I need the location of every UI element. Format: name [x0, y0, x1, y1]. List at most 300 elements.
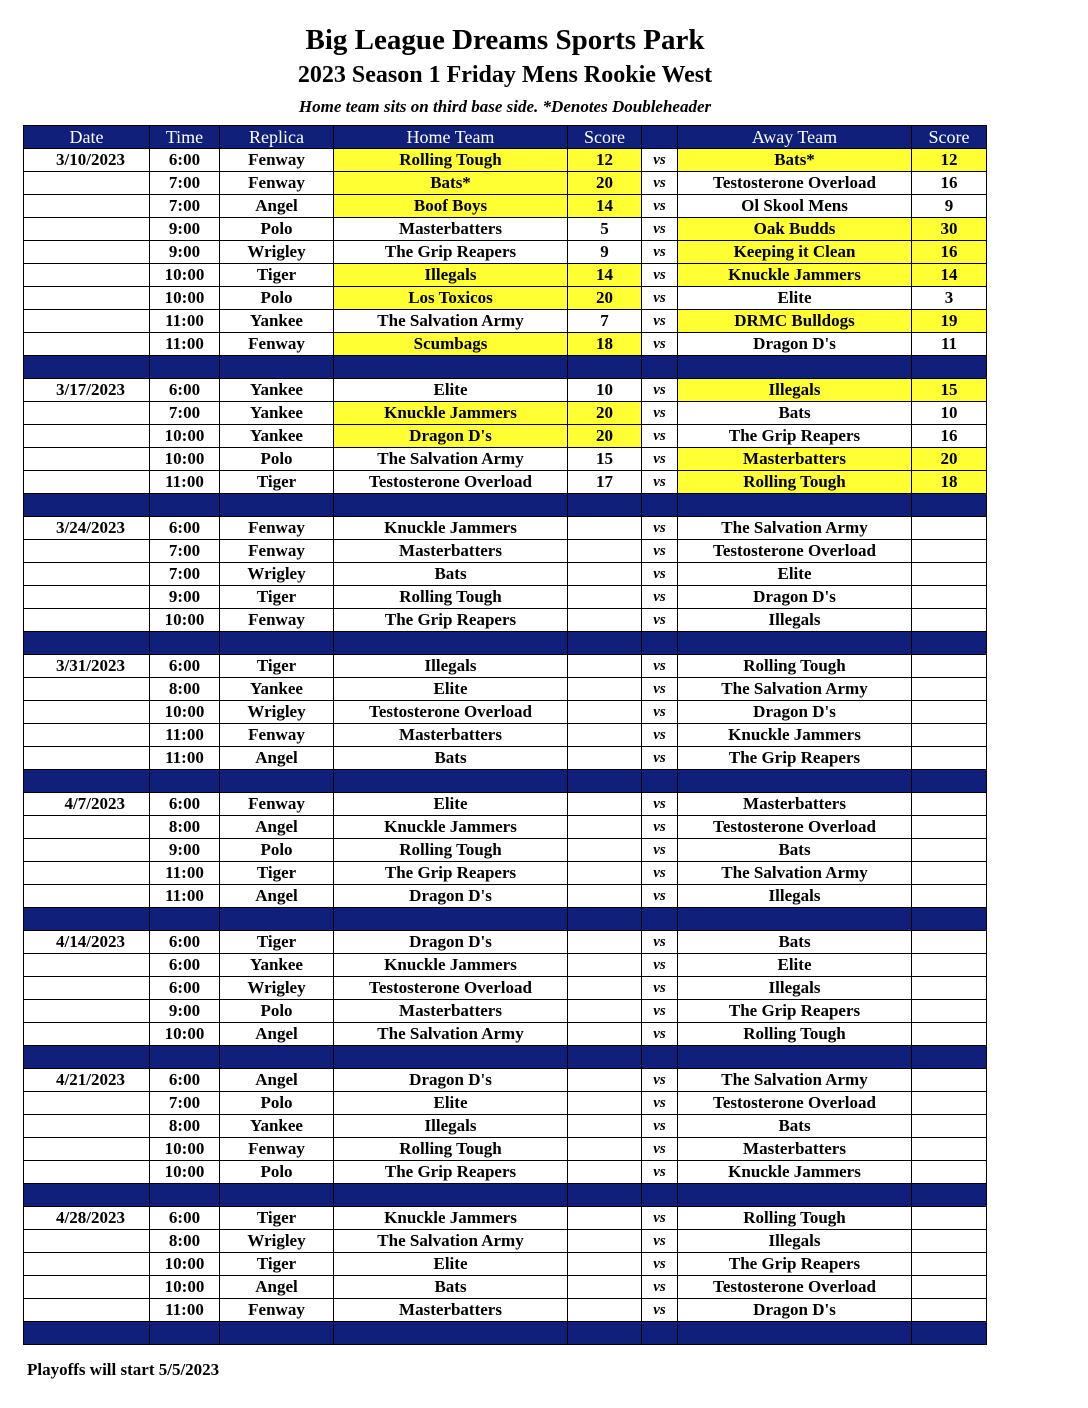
table-row [24, 448, 987, 471]
separator-cell [642, 908, 678, 931]
home-team-cell: Dragon D's [334, 425, 568, 448]
away-score-cell [912, 931, 987, 954]
replica-cell: Fenway [220, 793, 334, 816]
table-row [24, 609, 987, 632]
home-score-cell [568, 816, 642, 839]
separator-cell [220, 770, 334, 793]
table-row [24, 218, 987, 241]
replica-cell: Fenway [220, 517, 334, 540]
separator-cell [642, 494, 678, 517]
replica-cell: Angel [220, 1276, 334, 1299]
home-team-cell: Elite [334, 678, 568, 701]
home-team-cell: The Grip Reapers [334, 1161, 568, 1184]
date-cell [24, 471, 150, 494]
table-row [24, 977, 987, 1000]
replica-cell: Polo [220, 839, 334, 862]
separator-cell [568, 1184, 642, 1207]
vs-cell: vs [642, 241, 678, 264]
page-note: Home team sits on third base side. *Denotes Doubleheader [298, 97, 712, 116]
col-header-home-team: Home Team [334, 126, 568, 149]
away-score-cell: 19 [912, 310, 987, 333]
home-team-cell: Knuckle Jammers [334, 1207, 568, 1230]
separator-cell [678, 908, 912, 931]
away-score-cell: 16 [912, 241, 987, 264]
away-score-cell: 30 [912, 218, 987, 241]
vs-cell: vs [642, 333, 678, 356]
separator-cell [150, 494, 220, 517]
home-score-cell [568, 1092, 642, 1115]
table-row [24, 1092, 987, 1115]
away-score-cell: 16 [912, 425, 987, 448]
home-score-cell [568, 1161, 642, 1184]
date-cell [24, 678, 150, 701]
separator-cell [150, 632, 220, 655]
schedule-body [24, 149, 987, 1345]
away-score-cell [912, 1253, 987, 1276]
separator-cell [912, 1322, 987, 1345]
away-team-cell: The Salvation Army [678, 862, 912, 885]
time-cell: 8:00 [150, 1230, 220, 1253]
vs-cell: vs [642, 1276, 678, 1299]
date-cell [24, 1299, 150, 1322]
replica-cell: Wrigley [220, 1230, 334, 1253]
date-cell [24, 1115, 150, 1138]
table-row [24, 402, 987, 425]
col-header-away-team: Away Team [678, 126, 912, 149]
away-team-cell: Masterbatters [678, 448, 912, 471]
table-row [24, 839, 987, 862]
separator-cell [24, 1184, 150, 1207]
time-cell: 7:00 [150, 402, 220, 425]
home-score-cell [568, 1069, 642, 1092]
away-score-cell: 15 [912, 379, 987, 402]
separator-cell [220, 632, 334, 655]
separator-cell [150, 1046, 220, 1069]
table-row [24, 954, 987, 977]
away-team-cell: Elite [678, 287, 912, 310]
time-cell: 6:00 [150, 517, 220, 540]
date-cell [24, 609, 150, 632]
week-separator-row [24, 1184, 987, 1207]
time-cell: 10:00 [150, 425, 220, 448]
separator-cell [150, 1322, 220, 1345]
date-cell [24, 701, 150, 724]
separator-cell [642, 770, 678, 793]
home-score-cell [568, 678, 642, 701]
time-cell: 9:00 [150, 586, 220, 609]
away-score-cell [912, 839, 987, 862]
away-team-cell: Dragon D's [678, 701, 912, 724]
time-cell: 11:00 [150, 1299, 220, 1322]
home-team-cell: Masterbatters [334, 218, 568, 241]
away-team-cell: The Salvation Army [678, 678, 912, 701]
away-score-cell [912, 1023, 987, 1046]
date-cell [24, 1161, 150, 1184]
vs-cell: vs [642, 954, 678, 977]
replica-cell: Fenway [220, 172, 334, 195]
away-score-cell [912, 1115, 987, 1138]
home-score-cell: 20 [568, 172, 642, 195]
date-cell: 4/14/2023 [24, 931, 150, 954]
vs-cell: vs [642, 310, 678, 333]
home-score-cell [568, 609, 642, 632]
separator-cell [220, 1046, 334, 1069]
home-score-cell: 10 [568, 379, 642, 402]
date-cell [24, 1230, 150, 1253]
vs-cell: vs [642, 402, 678, 425]
col-header-replica: Replica [220, 126, 334, 149]
vs-cell: vs [642, 977, 678, 1000]
replica-cell: Polo [220, 218, 334, 241]
away-team-cell: Dragon D's [678, 1299, 912, 1322]
home-score-cell [568, 862, 642, 885]
away-score-cell: 12 [912, 149, 987, 172]
vs-cell: vs [642, 1138, 678, 1161]
away-score-cell [912, 954, 987, 977]
time-cell: 7:00 [150, 195, 220, 218]
home-team-cell: Dragon D's [334, 885, 568, 908]
time-cell: 11:00 [150, 333, 220, 356]
vs-cell: vs [642, 1230, 678, 1253]
home-team-cell: Bats [334, 563, 568, 586]
time-cell: 8:00 [150, 816, 220, 839]
away-team-cell: The Salvation Army [678, 1069, 912, 1092]
home-score-cell: 9 [568, 241, 642, 264]
home-team-cell: Bats [334, 747, 568, 770]
away-team-cell: Bats [678, 839, 912, 862]
table-row [24, 425, 987, 448]
home-team-cell: The Salvation Army [334, 448, 568, 471]
date-cell [24, 1253, 150, 1276]
home-score-cell: 18 [568, 333, 642, 356]
away-score-cell: 20 [912, 448, 987, 471]
table-row [24, 310, 987, 333]
away-score-cell [912, 1000, 987, 1023]
table-row [24, 1115, 987, 1138]
time-cell: 10:00 [150, 264, 220, 287]
time-cell: 9:00 [150, 839, 220, 862]
vs-cell: vs [642, 517, 678, 540]
separator-cell [150, 1184, 220, 1207]
home-score-cell: 20 [568, 402, 642, 425]
away-score-cell [912, 816, 987, 839]
table-row [24, 1000, 987, 1023]
replica-cell: Angel [220, 195, 334, 218]
separator-cell [912, 494, 987, 517]
away-team-cell: Illegals [678, 609, 912, 632]
home-team-cell: The Grip Reapers [334, 862, 568, 885]
date-cell: 4/7/2023 [24, 793, 150, 816]
away-team-cell: Illegals [678, 379, 912, 402]
table-row [24, 747, 987, 770]
replica-cell: Yankee [220, 425, 334, 448]
vs-cell: vs [642, 195, 678, 218]
replica-cell: Yankee [220, 678, 334, 701]
home-score-cell: 17 [568, 471, 642, 494]
replica-cell: Tiger [220, 655, 334, 678]
vs-cell: vs [642, 379, 678, 402]
home-team-cell: Dragon D's [334, 931, 568, 954]
table-row [24, 563, 987, 586]
away-score-cell: 14 [912, 264, 987, 287]
vs-cell: vs [642, 425, 678, 448]
home-score-cell [568, 977, 642, 1000]
away-team-cell: Dragon D's [678, 586, 912, 609]
replica-cell: Wrigley [220, 977, 334, 1000]
home-score-cell [568, 839, 642, 862]
date-cell [24, 1092, 150, 1115]
date-cell [24, 1138, 150, 1161]
home-score-cell: 12 [568, 149, 642, 172]
table-row [24, 1069, 987, 1092]
away-score-cell [912, 1161, 987, 1184]
time-cell: 10:00 [150, 1276, 220, 1299]
home-team-cell: Masterbatters [334, 1299, 568, 1322]
away-score-cell [912, 655, 987, 678]
away-score-cell [912, 1299, 987, 1322]
home-team-cell: Knuckle Jammers [334, 402, 568, 425]
separator-cell [334, 356, 568, 379]
date-cell: 3/31/2023 [24, 655, 150, 678]
replica-cell: Angel [220, 747, 334, 770]
replica-cell: Wrigley [220, 241, 334, 264]
vs-cell: vs [642, 816, 678, 839]
home-team-cell: Knuckle Jammers [334, 816, 568, 839]
date-cell [24, 218, 150, 241]
away-team-cell: Rolling Tough [678, 471, 912, 494]
vs-cell: vs [642, 839, 678, 862]
separator-cell [642, 356, 678, 379]
separator-cell [678, 1046, 912, 1069]
home-score-cell: 14 [568, 264, 642, 287]
date-cell [24, 1276, 150, 1299]
home-score-cell [568, 1138, 642, 1161]
page-title: Big League Dreams Sports Park [305, 24, 705, 56]
away-team-cell: The Grip Reapers [678, 1253, 912, 1276]
away-score-cell [912, 1138, 987, 1161]
table-row [24, 517, 987, 540]
table-row [24, 885, 987, 908]
separator-cell [568, 770, 642, 793]
separator-cell [24, 1322, 150, 1345]
date-cell [24, 540, 150, 563]
replica-cell: Tiger [220, 1253, 334, 1276]
replica-cell: Wrigley [220, 701, 334, 724]
home-score-cell [568, 1000, 642, 1023]
vs-cell: vs [642, 264, 678, 287]
time-cell: 9:00 [150, 218, 220, 241]
table-row [24, 655, 987, 678]
playoffs-note: Playoffs will start 5/5/2023 [27, 1360, 220, 1379]
home-team-cell: Masterbatters [334, 540, 568, 563]
away-score-cell [912, 517, 987, 540]
home-team-cell: Masterbatters [334, 1000, 568, 1023]
date-cell [24, 839, 150, 862]
away-score-cell [912, 977, 987, 1000]
separator-cell [24, 908, 150, 931]
separator-cell [912, 908, 987, 931]
time-cell: 10:00 [150, 701, 220, 724]
replica-cell: Yankee [220, 954, 334, 977]
table-row [24, 333, 987, 356]
date-cell [24, 333, 150, 356]
table-row [24, 264, 987, 287]
home-score-cell: 14 [568, 195, 642, 218]
separator-cell [568, 908, 642, 931]
time-cell: 11:00 [150, 724, 220, 747]
away-team-cell: Knuckle Jammers [678, 1161, 912, 1184]
separator-cell [24, 632, 150, 655]
vs-cell: vs [642, 563, 678, 586]
away-score-cell: 18 [912, 471, 987, 494]
away-score-cell [912, 609, 987, 632]
home-team-cell: Testosterone Overload [334, 701, 568, 724]
time-cell: 11:00 [150, 747, 220, 770]
away-team-cell: Oak Budds [678, 218, 912, 241]
time-cell: 6:00 [150, 954, 220, 977]
away-team-cell: Testosterone Overload [678, 816, 912, 839]
separator-cell [150, 770, 220, 793]
time-cell: 7:00 [150, 1092, 220, 1115]
date-cell [24, 747, 150, 770]
time-cell: 11:00 [150, 885, 220, 908]
away-team-cell: The Salvation Army [678, 517, 912, 540]
vs-cell: vs [642, 747, 678, 770]
date-cell [24, 563, 150, 586]
home-team-cell: Boof Boys [334, 195, 568, 218]
date-cell [24, 885, 150, 908]
home-team-cell: Rolling Tough [334, 839, 568, 862]
table-row [24, 1230, 987, 1253]
away-score-cell [912, 793, 987, 816]
vs-cell: vs [642, 1115, 678, 1138]
home-team-cell: The Salvation Army [334, 1023, 568, 1046]
col-header-time: Time [150, 126, 220, 149]
home-team-cell: Testosterone Overload [334, 977, 568, 1000]
away-team-cell: Testosterone Overload [678, 540, 912, 563]
vs-cell: vs [642, 218, 678, 241]
separator-cell [24, 770, 150, 793]
vs-cell: vs [642, 931, 678, 954]
table-row [24, 862, 987, 885]
away-team-cell: Illegals [678, 977, 912, 1000]
date-cell [24, 425, 150, 448]
home-team-cell: Knuckle Jammers [334, 517, 568, 540]
date-cell [24, 195, 150, 218]
vs-cell: vs [642, 678, 678, 701]
away-team-cell: Rolling Tough [678, 1207, 912, 1230]
home-team-cell: Knuckle Jammers [334, 954, 568, 977]
away-team-cell: Ol Skool Mens [678, 195, 912, 218]
replica-cell: Yankee [220, 1115, 334, 1138]
separator-cell [334, 1184, 568, 1207]
replica-cell: Polo [220, 1092, 334, 1115]
vs-cell: vs [642, 793, 678, 816]
home-score-cell [568, 1253, 642, 1276]
time-cell: 9:00 [150, 241, 220, 264]
table-row [24, 540, 987, 563]
replica-cell: Polo [220, 287, 334, 310]
replica-cell: Yankee [220, 379, 334, 402]
date-cell: 4/21/2023 [24, 1069, 150, 1092]
vs-cell: vs [642, 1000, 678, 1023]
home-score-cell [568, 1023, 642, 1046]
table-row [24, 1276, 987, 1299]
table-row [24, 1299, 987, 1322]
time-cell: 10:00 [150, 1161, 220, 1184]
table-row [24, 701, 987, 724]
time-cell: 9:00 [150, 1000, 220, 1023]
home-score-cell: 20 [568, 425, 642, 448]
home-score-cell [568, 701, 642, 724]
time-cell: 10:00 [150, 448, 220, 471]
vs-cell: vs [642, 586, 678, 609]
separator-cell [678, 770, 912, 793]
replica-cell: Angel [220, 1069, 334, 1092]
col-header-vs [642, 126, 678, 149]
separator-cell [334, 1046, 568, 1069]
date-cell [24, 241, 150, 264]
replica-cell: Tiger [220, 471, 334, 494]
away-team-cell: Bats [678, 402, 912, 425]
date-cell [24, 816, 150, 839]
away-score-cell [912, 1092, 987, 1115]
separator-cell [642, 1046, 678, 1069]
time-cell: 6:00 [150, 977, 220, 1000]
separator-cell [568, 494, 642, 517]
home-score-cell: 5 [568, 218, 642, 241]
away-score-cell: 16 [912, 172, 987, 195]
away-score-cell [912, 747, 987, 770]
date-cell [24, 586, 150, 609]
away-score-cell [912, 1230, 987, 1253]
table-row [24, 1207, 987, 1230]
date-cell: 3/24/2023 [24, 517, 150, 540]
home-score-cell [568, 747, 642, 770]
date-cell [24, 862, 150, 885]
home-score-cell [568, 517, 642, 540]
separator-cell [912, 770, 987, 793]
separator-cell [568, 632, 642, 655]
table-row [24, 724, 987, 747]
away-team-cell: Elite [678, 563, 912, 586]
away-team-cell: Keeping it Clean [678, 241, 912, 264]
date-cell: 4/28/2023 [24, 1207, 150, 1230]
home-team-cell: Rolling Tough [334, 1138, 568, 1161]
table-row [24, 1253, 987, 1276]
table-row [24, 471, 987, 494]
table-row [24, 793, 987, 816]
table-row [24, 241, 987, 264]
away-score-cell [912, 1069, 987, 1092]
table-row [24, 586, 987, 609]
separator-cell [334, 632, 568, 655]
replica-cell: Angel [220, 816, 334, 839]
replica-cell: Fenway [220, 540, 334, 563]
separator-cell [642, 1184, 678, 1207]
time-cell: 6:00 [150, 379, 220, 402]
away-team-cell: Knuckle Jammers [678, 264, 912, 287]
home-team-cell: Illegals [334, 264, 568, 287]
away-team-cell: Masterbatters [678, 793, 912, 816]
replica-cell: Yankee [220, 310, 334, 333]
table-row [24, 931, 987, 954]
home-team-cell: Illegals [334, 1115, 568, 1138]
time-cell: 6:00 [150, 793, 220, 816]
away-team-cell: Dragon D's [678, 333, 912, 356]
time-cell: 10:00 [150, 1138, 220, 1161]
table-row [24, 379, 987, 402]
